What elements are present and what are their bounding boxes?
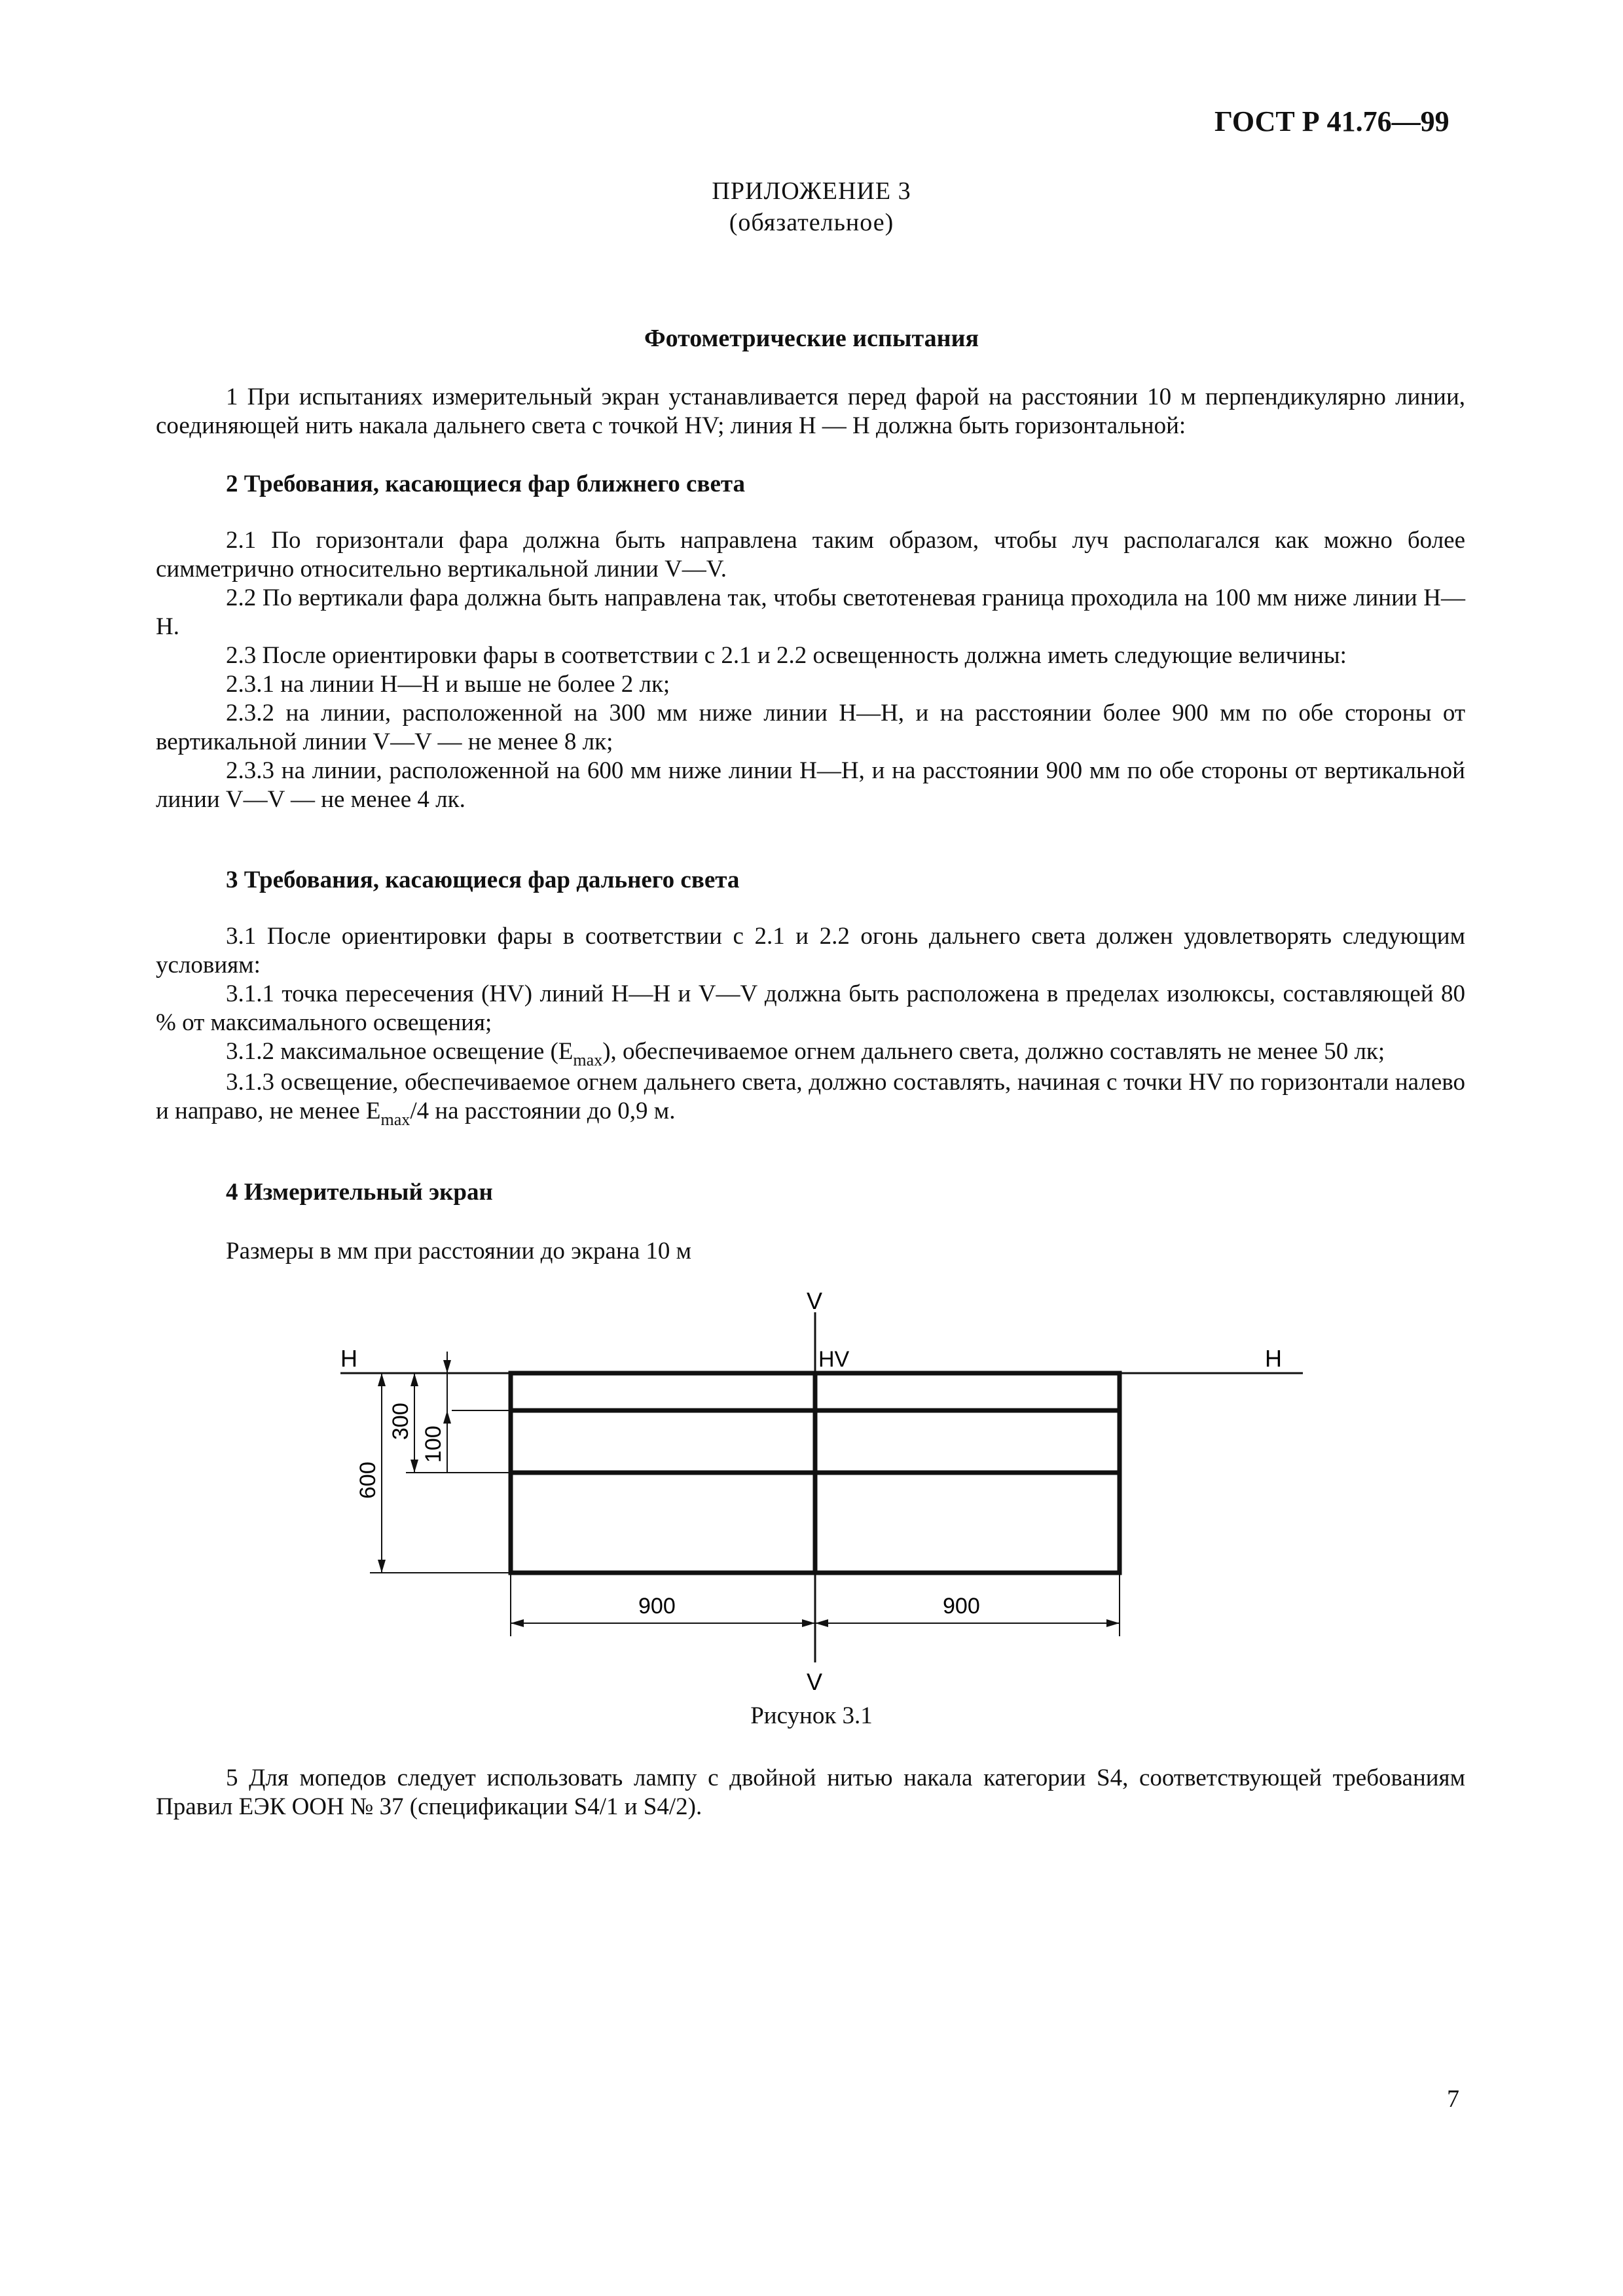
appendix-status: (обязательное) <box>729 209 894 236</box>
paragraph-5: 5 Для мопедов следует использовать лампу с двойной нитью накала категории S4, соответствующей требованиям Правил ЕЭК ООН № 37 (спецификации S4/1 и S4/2). <box>156 1765 1465 1820</box>
paragraph-2-3: 2.3 После ориентировки фары в соответствии с 2.1 и 2.2 освещенность должна иметь следующие величины: <box>226 642 1347 669</box>
paragraph-2-3-1: 2.3.1 на линии H—H и выше не более 2 лк; <box>226 671 670 698</box>
label-h-left: H <box>340 1345 357 1372</box>
paragraph-2-3-3: 2.3.3 на линии, расположенной на 600 мм ниже линии H—H, и на расстоянии 900 мм по обе стороны от вертикальной линии V—V — не менее 4 лк. <box>156 757 1465 813</box>
paragraph-2-1: 2.1 По горизонтали фара должна быть направлена таким образом, чтобы луч располагался как можно более симметрично относительно вертикальной линии V—V. <box>156 527 1465 583</box>
label-v-top: V <box>807 1287 823 1314</box>
paragraph-3-1: 3.1 После ориентировки фары в соответствии с 2.1 и 2.2 огонь дальнего света должен удовлетворять следующим условиям: <box>156 923 1465 978</box>
label-hv: HV <box>818 1347 850 1372</box>
label-v-bottom: V <box>807 1668 823 1695</box>
label-900-right: 900 <box>943 1594 980 1619</box>
label-300: 300 <box>388 1403 413 1440</box>
paragraph-1: 1 При испытаниях измерительный экран устанавливается перед фарой на расстоянии 10 м перпендикулярно линии, соединяющей нить накала дальнего света с точкой HV; линия H — H должна быть горизонтальной: <box>156 384 1465 439</box>
document-title: Фотометрические испытания <box>644 325 979 352</box>
standard-number: ГОСТ Р 41.76—99 <box>1214 105 1450 137</box>
paragraph-2-3-2: 2.3.2 на линии, расположенной на 300 мм ниже линии H—H, и на расстоянии более 900 мм по обе стороны от вертикальной линии V—V — не менее 8 лк; <box>156 700 1465 755</box>
label-900-left: 900 <box>638 1594 676 1619</box>
paragraph-3-1-3: 3.1.3 освещение, обеспечиваемое огнем дальнего света, должно составлять, начиная с точки HV по горизонтали налево и направо, не менее $E_{max}/4$ на расстоянии до 0,9 м. <box>156 1069 1465 1129</box>
section-2-heading: 2 Требования, касающиеся фар ближнего света <box>226 471 746 497</box>
section-4-heading: 4 Измерительный экран <box>226 1179 493 1206</box>
dimensions-note: Размеры в мм при расстоянии до экрана 10 м <box>226 1238 692 1265</box>
paragraph-3-1-1: 3.1.1 точка пересечения (HV) линий H—H и V—V должна быть расположена в пределах изолюксы, составляющей 80 % от максимального освещения; <box>156 980 1465 1036</box>
label-100: 100 <box>421 1426 446 1463</box>
page-number: 7 <box>1447 2085 1459 2113</box>
paragraph-5-block <box>156 1764 1465 1821</box>
appendix-label: ПРИЛОЖЕНИЕ 3 <box>712 177 911 205</box>
section-3-heading: 3 Требования, касающиеся фар дальнего света <box>226 867 740 893</box>
figure-caption: Рисунок 3.1 <box>750 1702 873 1729</box>
paragraph-2-2: 2.2 По вертикали фара должна быть направлена так, чтобы светотеневая граница проходила на 100 мм ниже линии H—H. <box>156 584 1465 640</box>
paragraph-3-1-2: 3.1.2 максимальное освещение $(E_{max})$, обеспечиваемое огнем дальнего света, должно составлять не менее 50 лк; <box>226 1038 1385 1069</box>
label-600: 600 <box>356 1462 380 1499</box>
label-h-right: H <box>1265 1345 1282 1372</box>
